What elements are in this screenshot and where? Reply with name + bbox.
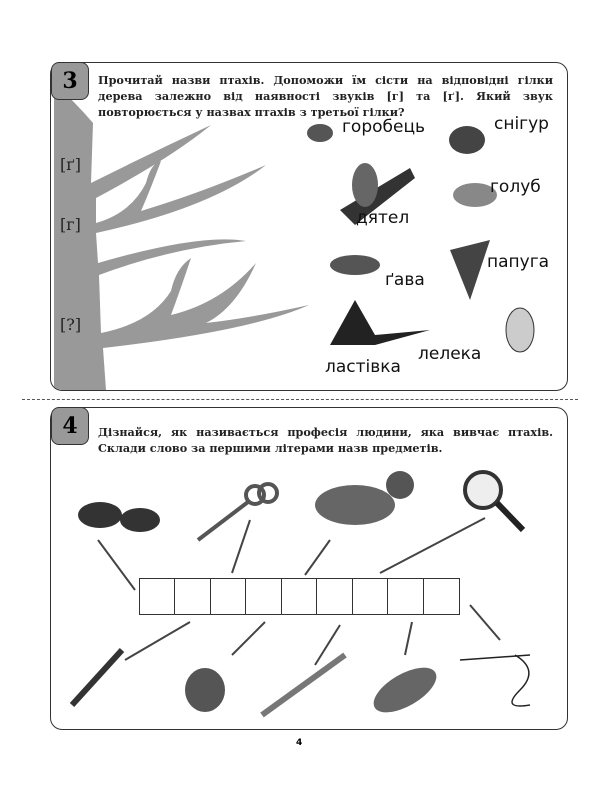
- bird-label: дятел: [356, 208, 410, 228]
- page-number: 4: [296, 738, 303, 748]
- bird-label: снігур: [494, 114, 549, 134]
- glasses-icon: [78, 502, 160, 532]
- bird-label: ґава: [385, 270, 425, 290]
- bird-label: лелека: [418, 344, 482, 364]
- task-3-number: 3: [51, 62, 89, 100]
- pencil-icon: [262, 655, 345, 715]
- branch-label-unknown: [?]: [60, 315, 82, 334]
- turkey-icon: [185, 668, 225, 712]
- bird-label: ластівка: [325, 357, 401, 377]
- bird-label: папуга: [487, 252, 550, 272]
- bird-label: горобець: [342, 117, 426, 137]
- needle-thread-icon: [460, 655, 530, 706]
- magnifier-icon: [465, 472, 523, 530]
- tiger-icon: [315, 471, 414, 525]
- branch-label-g: [г]: [60, 215, 81, 234]
- task-4-instructions: Дізнайся, як називається професія людини, яка вивчає птахів. Склади слово за першими літерами назв предметів.: [98, 425, 553, 455]
- cucumber-icon: [367, 659, 444, 722]
- bird-label: голуб: [490, 177, 541, 197]
- task-3-instructions: Прочитай назви птахів. Допоможи їм сісти на відповідні гілки дерева залежно від наявності звуків [г] та [ґ]. Який звук повторюється у назвах птахів з третьої гілки?: [98, 73, 553, 119]
- pen-icon: [72, 650, 122, 705]
- scissors-icon: [198, 484, 277, 540]
- task-4-number: 4: [51, 407, 89, 445]
- branch-label-g-hard: [ґ]: [60, 155, 81, 174]
